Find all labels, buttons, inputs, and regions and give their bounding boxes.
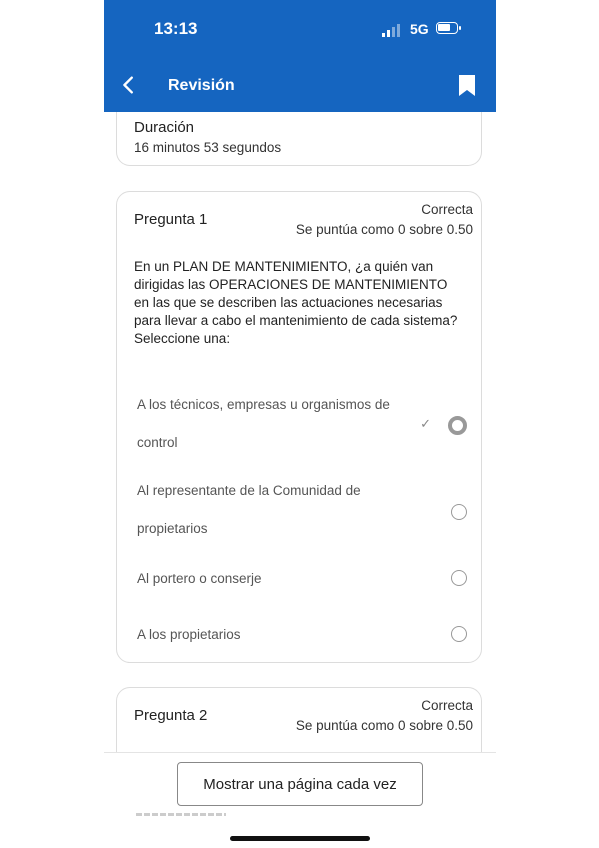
radio-icon[interactable] — [451, 626, 467, 642]
answer-option[interactable] — [137, 386, 475, 468]
bottom-bar — [104, 752, 496, 848]
answer-option-label: A los propietarios — [137, 627, 241, 642]
summary-card — [116, 112, 482, 166]
question-title: Pregunta 2 — [134, 707, 208, 724]
home-indicator[interactable] — [230, 836, 370, 841]
network-label: 5G — [410, 21, 429, 37]
radio-selected-icon[interactable] — [448, 416, 467, 435]
answer-option[interactable] — [137, 472, 475, 554]
radio-icon[interactable] — [451, 504, 467, 520]
answer-option-label: Al portero o conserje — [137, 571, 262, 586]
scrolled-content-peek — [136, 813, 226, 816]
question-body: En un PLAN DE MANTENIMIENTO, ¿a quién van dirigidas las OPERACIONES DE MANTENIMIENTO en las que se describen las actuaciones necesarias para llevar a cabo el mantenimiento de cada sistema? — [134, 259, 458, 328]
back-arrow-icon[interactable] — [118, 74, 140, 96]
question-score: Se puntúa como 0 sobre 0.50 — [295, 718, 473, 733]
question-card-2 — [116, 687, 482, 752]
status-time: 13:13 — [154, 19, 198, 38]
battery-icon — [436, 22, 458, 34]
correct-check-icon: ✓ — [420, 416, 431, 431]
show-one-page-button[interactable]: Mostrar una página cada vez — [177, 762, 423, 806]
question-status: Correcta — [421, 202, 473, 217]
signal-icon — [382, 23, 400, 37]
page-title: Revisión — [168, 77, 235, 94]
answer-option[interactable] — [137, 616, 475, 654]
question-title: Pregunta 1 — [134, 211, 208, 228]
question-text — [134, 258, 464, 348]
question-prompt: Seleccione una: — [134, 331, 231, 346]
phone-screen — [104, 0, 496, 848]
review-content[interactable] — [104, 112, 496, 752]
question-status: Correcta — [421, 698, 473, 713]
app-bar — [104, 58, 496, 112]
question-score: Se puntúa como 0 sobre 0.50 — [295, 222, 473, 237]
answer-option-label: A los técnicos, empresas u organismos de control — [137, 397, 390, 450]
answer-option-label: Al representante de la Comunidad de propietarios — [137, 483, 361, 536]
bookmark-icon[interactable] — [458, 74, 476, 97]
radio-icon[interactable] — [451, 570, 467, 586]
duration-value: 16 minutos 53 segundos — [134, 140, 282, 155]
status-bar — [104, 0, 496, 58]
duration-label: Duración — [134, 119, 195, 136]
answer-option[interactable] — [137, 560, 475, 598]
question-card-1 — [116, 191, 482, 663]
